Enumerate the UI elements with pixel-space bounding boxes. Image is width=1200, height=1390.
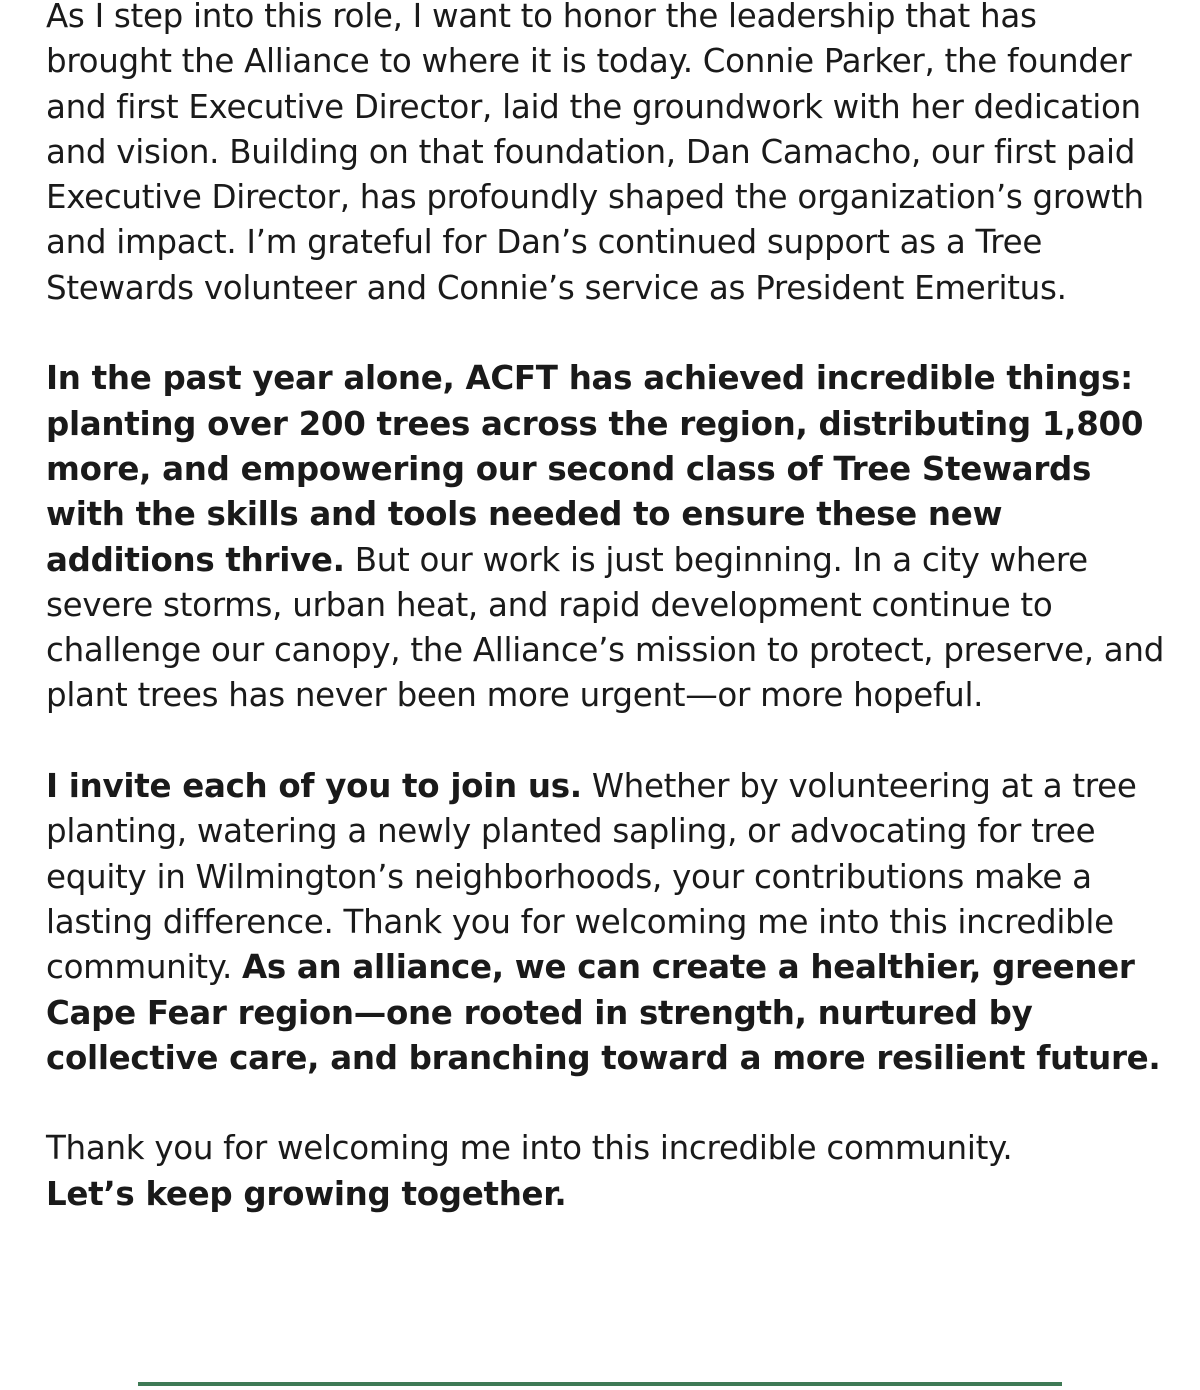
closing-text: Thank you for welcoming me into this incredible community.: [46, 1129, 1013, 1168]
invitation-text: Whether by volunteering at a tree planting, watering a newly planted sapling, or advocating for tree equity in Wilmington’s neighborhoods, your contributions make a lasting difference. Thank you for welcoming me into this incredible community.: [46, 767, 1137, 987]
paragraph-closing: [46, 1126, 1171, 1217]
divider-line: [138, 1382, 1062, 1386]
paragraph-achievements: [46, 356, 1171, 718]
achievements-highlight: In the past year alone, ACFT has achieved incredible things: planting over 200 trees across the region, distributing 1,800 more, and empowering our second class of Tree Stewards with the skills and tools needed to ensure these new additions thrive.: [46, 359, 1144, 579]
alliance-highlight: As an alliance, we can create a healthier, greener Cape Fear region—one rooted in strength, nurtured by collective care, and branching toward a more resilient future.: [46, 948, 1161, 1077]
paragraph-gap: [46, 311, 1171, 356]
invitation-highlight: I invite each of you to join us.: [46, 767, 582, 806]
paragraph-leadership: [46, 0, 1171, 311]
closing-highlight: Let’s keep growing together.: [46, 1174, 567, 1213]
achievements-text: But our work is just beginning. In a city where severe storms, urban heat, and rapid development continue to challenge our canopy, the Alliance’s mission to protect, preserve, and plant trees has never been more urgent—or more hopeful.: [46, 540, 1165, 715]
paragraph-gap: [46, 719, 1171, 764]
paragraph-leadership-text: As I step into this role, I want to honor the leadership that has brought the Alliance to where it is today. Connie Parker, the founder and first Executive Director, laid the groundwork with her dedication and vision. Building on that foundation, Dan Camacho, our first paid Executive Director, has profoundly shaped the organization’s growth and impact. I’m grateful for Dan’s continued support as a Tree Stewards volunteer and Connie’s service as President Emeritus.: [46, 0, 1144, 307]
paragraph-gap: [46, 1081, 1171, 1126]
letter-body: [46, 0, 1171, 1217]
paragraph-invitation: [46, 764, 1171, 1081]
